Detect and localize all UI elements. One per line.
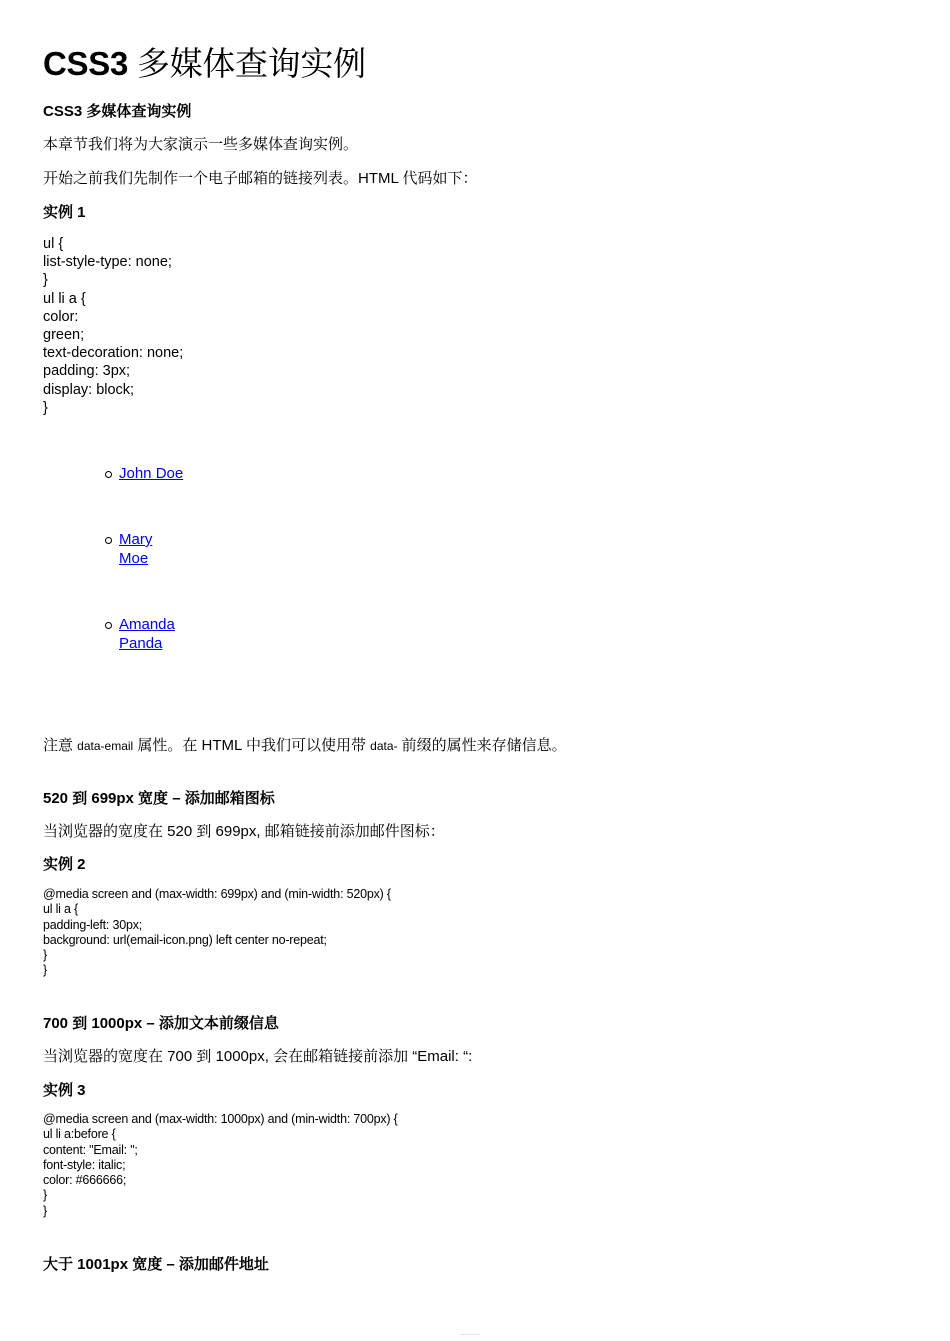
- section-2-description: 当浏览器的宽度在 520 到 699px, 邮箱链接前添加邮件图标：: [43, 823, 445, 840]
- example-3-heading: 实例 3: [43, 1082, 86, 1099]
- note-code-data-prefix: data-: [370, 739, 398, 753]
- example-3-code: @media screen and (max-width: 1000px) and (min-width: 700px) { ul li a:before { content: "Email: "; font-style: italic; color: #666666; } }: [43, 1112, 398, 1218]
- example-2-code: @media screen and (max-width: 699px) and (min-width: 520px) { ul li a { padding-left: 30px; background: url(email-icon.png) left center no-repeat; } }: [43, 887, 391, 978]
- section-2-heading: 520 到 699px 宽度 – 添加邮箱图标: [43, 790, 275, 807]
- page-title-rest: 多媒体查询实例: [128, 45, 366, 82]
- email-link-amanda-panda[interactable]: Amanda Panda: [119, 616, 175, 652]
- example-1-heading: 实例 1: [43, 204, 86, 221]
- page-title-latin: CSS3: [43, 45, 129, 82]
- intro-paragraph-2: 开始之前我们先制作一个电子邮箱的链接列表。HTML 代码如下：: [43, 170, 478, 187]
- page-edge-mark: [460, 1334, 480, 1339]
- list-bullet-icon: [105, 537, 112, 544]
- note-text-e: 前缀的属性来存储信息。: [397, 737, 567, 754]
- list-bullet-icon: [105, 471, 112, 478]
- email-link-mary-moe[interactable]: Mary Moe: [119, 531, 153, 567]
- section-3-description: 当浏览器的宽度在 700 到 1000px, 会在邮箱链接前添加 “Email: “:: [43, 1048, 473, 1065]
- note-text-c: 属性。在 HTML 中我们可以使用带: [133, 737, 371, 754]
- email-link-john-doe[interactable]: John Doe: [119, 465, 184, 482]
- list-bullet-icon: [105, 622, 112, 629]
- intro-paragraph-1: 本章节我们将为大家演示一些多媒体查询实例。: [43, 136, 359, 153]
- note-code-data-email: data-email: [77, 739, 134, 753]
- section-3-heading: 700 到 1000px – 添加文本前缀信息: [43, 1015, 279, 1032]
- example-1-code: ul { list-style-type: none; } ul li a { color: green; text-decoration: none; padding: 3px; display: block; }: [43, 236, 184, 416]
- note-text-a: 注意: [43, 737, 78, 754]
- page-title: [43, 38, 366, 85]
- section-4-heading: 大于 1001px 宽度 – 添加邮件地址: [43, 1256, 269, 1273]
- note-paragraph: [43, 734, 567, 755]
- subtitle-heading: CSS3 多媒体查询实例: [43, 103, 192, 120]
- example-2-heading: 实例 2: [43, 856, 86, 873]
